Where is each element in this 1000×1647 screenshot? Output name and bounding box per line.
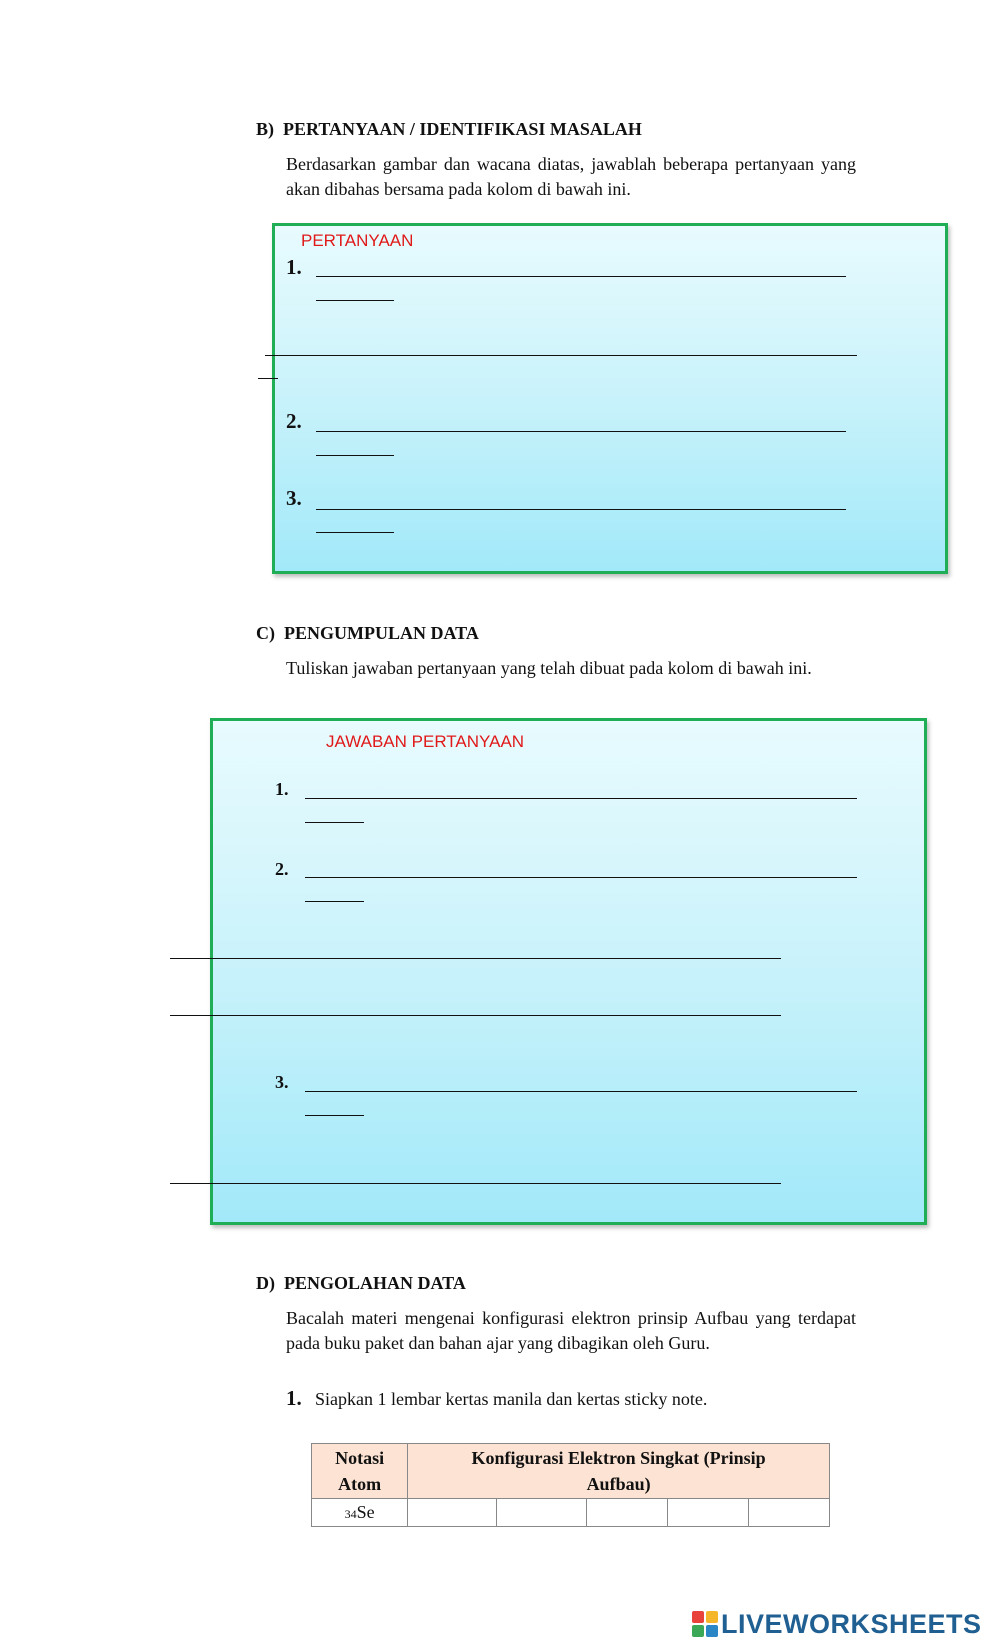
question-number-3: 3. <box>286 486 302 510</box>
section-c-heading: C) PENGUMPULAN DATA <box>256 623 479 643</box>
question-3-answer-line-continuation[interactable] <box>316 532 394 533</box>
table-cell-atom <box>312 1499 408 1527</box>
question-number-1: 1. <box>286 255 302 279</box>
answer-3-line[interactable] <box>305 1091 857 1092</box>
answer-2-extra-line-1[interactable] <box>170 958 781 959</box>
answer-number-3: 3. <box>275 1072 289 1092</box>
table-header-konfigurasi: Konfigurasi Elektron Singkat (Prinsip Aufbau) <box>471 1448 766 1494</box>
liveworksheets-logo-icon <box>692 1611 718 1637</box>
section-b-heading: B) PERTANYAAN / IDENTIFIKASI MASALAH <box>256 119 642 139</box>
answer-box-title: JAWABAN PERTANYAAN <box>326 732 525 751</box>
liveworksheets-logo-text: LIVEWORKSHEETS <box>721 1608 982 1639</box>
table-cell-input[interactable] <box>748 1499 829 1527</box>
atomic-number: 34 <box>344 1507 357 1521</box>
answer-2-line[interactable] <box>305 877 857 878</box>
step-number-1: 1. <box>286 1386 302 1410</box>
question-3-answer-line[interactable] <box>316 509 846 510</box>
answer-3-extra-line[interactable] <box>170 1183 781 1184</box>
table-cell-input[interactable] <box>586 1499 667 1527</box>
element-symbol: Se <box>356 1502 375 1522</box>
section-c-instructions: Tuliskan jawaban pertanyaan yang telah dibuat pada kolom di bawah ini. <box>286 658 812 678</box>
table-cell-input[interactable] <box>667 1499 748 1527</box>
answer-number-1: 1. <box>275 779 289 799</box>
question-1-extra-line[interactable] <box>265 355 857 356</box>
answer-1-line-continuation[interactable] <box>305 822 364 823</box>
answer-2-extra-line-2[interactable] <box>170 1015 781 1016</box>
table-cell-input[interactable] <box>497 1499 586 1527</box>
question-1-extra-line-tail[interactable] <box>258 378 278 379</box>
section-d-heading: D) PENGOLAHAN DATA <box>256 1273 466 1293</box>
answer-number-2: 2. <box>275 859 289 879</box>
answer-box <box>210 718 927 1225</box>
liveworksheets-logo <box>692 1607 982 1641</box>
section-b-instructions: Berdasarkan gambar dan wacana diatas, jawablah beberapa pertanyaan yang akan dibahas bersama pada kolom di bawah ini. <box>286 154 856 199</box>
question-number-2: 2. <box>286 409 302 433</box>
section-d-instructions: Bacalah materi mengenai konfigurasi elektron prinsip Aufbau yang terdapat pada buku paket dan bahan ajar yang dibagikan oleh Guru. <box>286 1308 856 1353</box>
answer-1-line[interactable] <box>305 798 857 799</box>
table-header-notasi-atom: Notasi Atom <box>335 1448 385 1494</box>
question-2-answer-line-continuation[interactable] <box>316 455 394 456</box>
question-box-title: PERTANYAAN <box>301 231 414 250</box>
table-cell-input[interactable] <box>408 1499 497 1527</box>
question-1-answer-line-continuation[interactable] <box>316 300 394 301</box>
question-2-answer-line[interactable] <box>316 431 846 432</box>
answer-3-line-continuation[interactable] <box>305 1115 364 1116</box>
question-1-answer-line[interactable] <box>316 276 846 277</box>
answer-2-line-continuation[interactable] <box>305 901 364 902</box>
step-1-text: Siapkan 1 lembar kertas manila dan kertas sticky note. <box>315 1389 708 1409</box>
configuration-table <box>311 1443 830 1527</box>
